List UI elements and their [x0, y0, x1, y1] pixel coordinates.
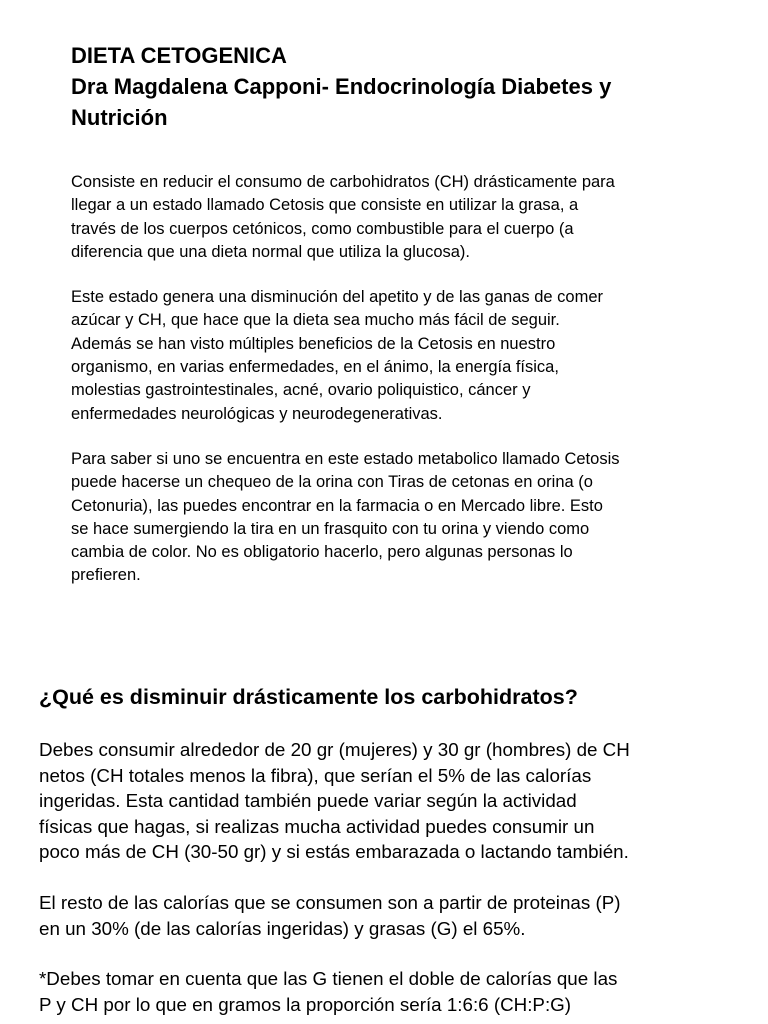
document-title-line-2: Dra Magdalena Capponi- Endocrinología Diabetes y	[71, 74, 612, 99]
intro-paragraph-3: Para saber si uno se encuentra en este estado metabolico llamado Cetosis puede hacerse un chequeo de la orina con Tiras de cetonas en orina (o Cetonuria), las puedes encontrar en la farmacia o en Mercado libre. Esto se hace sumergiendo la tira en un frasquito con tu orina y viendo como cambia de color. No es obligatorio hacerlo, pero algunas personas lo prefieren.	[71, 449, 620, 585]
section-paragraph-2: El resto de las calorías que se consumen son a partir de proteinas (P) en un 30% (de las calorías ingeridas) y grasas (G) el 65%.	[39, 891, 621, 939]
intro-paragraph-1: Consiste en reducir el consumo de carbohidratos (CH) drásticamente para llegar a un estado llamado Cetosis que consiste en utilizar la grasa, a través de los cuerpos cetónicos, como combustible para el cuerpo (a diferencia que una dieta normal que utiliza la glucosa).	[71, 173, 615, 261]
section-heading: ¿Qué es disminuir drásticamente los carbohidratos?	[39, 685, 578, 709]
document-title-line-1: DIETA CETOGENICA	[71, 43, 287, 68]
section-paragraph-1: Debes consumir alrededor de 20 gr (mujeres) y 30 gr (hombres) de CH netos (CH totales menos la fibra), que serían el 5% de las calorías ingeridas. Esta cantidad también puede variar según la actividad físicas que hagas, si realizas mucha actividad puedes consumir un poco más de CH (30-50 gr) y si estás embarazada o lactando también.	[39, 739, 630, 863]
carbohydrates-section	[39, 682, 739, 1017]
document-title-line-3: Nutrición	[71, 105, 168, 130]
section-paragraph-3: *Debes tomar en cuenta que las G tienen el doble de calorías que las P y CH por lo que en gramos la proporción sería 1:6:6 (CH:P:G)	[39, 968, 618, 1015]
intro-paragraph-2: Este estado genera una disminución del apetito y de las ganas de comer azúcar y CH, que hace que la dieta sea mucho más fácil de seguir. Además se han visto múltiples beneficios de la Cetosis en nuestro organismo, en varias enfermedades, en el ánimo, la energía física, molestias gastrointestinales, acné, ovario poliquistico, cáncer y enfermedades neurológicas y neurodegenerativas.	[71, 288, 604, 423]
intro-section	[71, 40, 731, 588]
